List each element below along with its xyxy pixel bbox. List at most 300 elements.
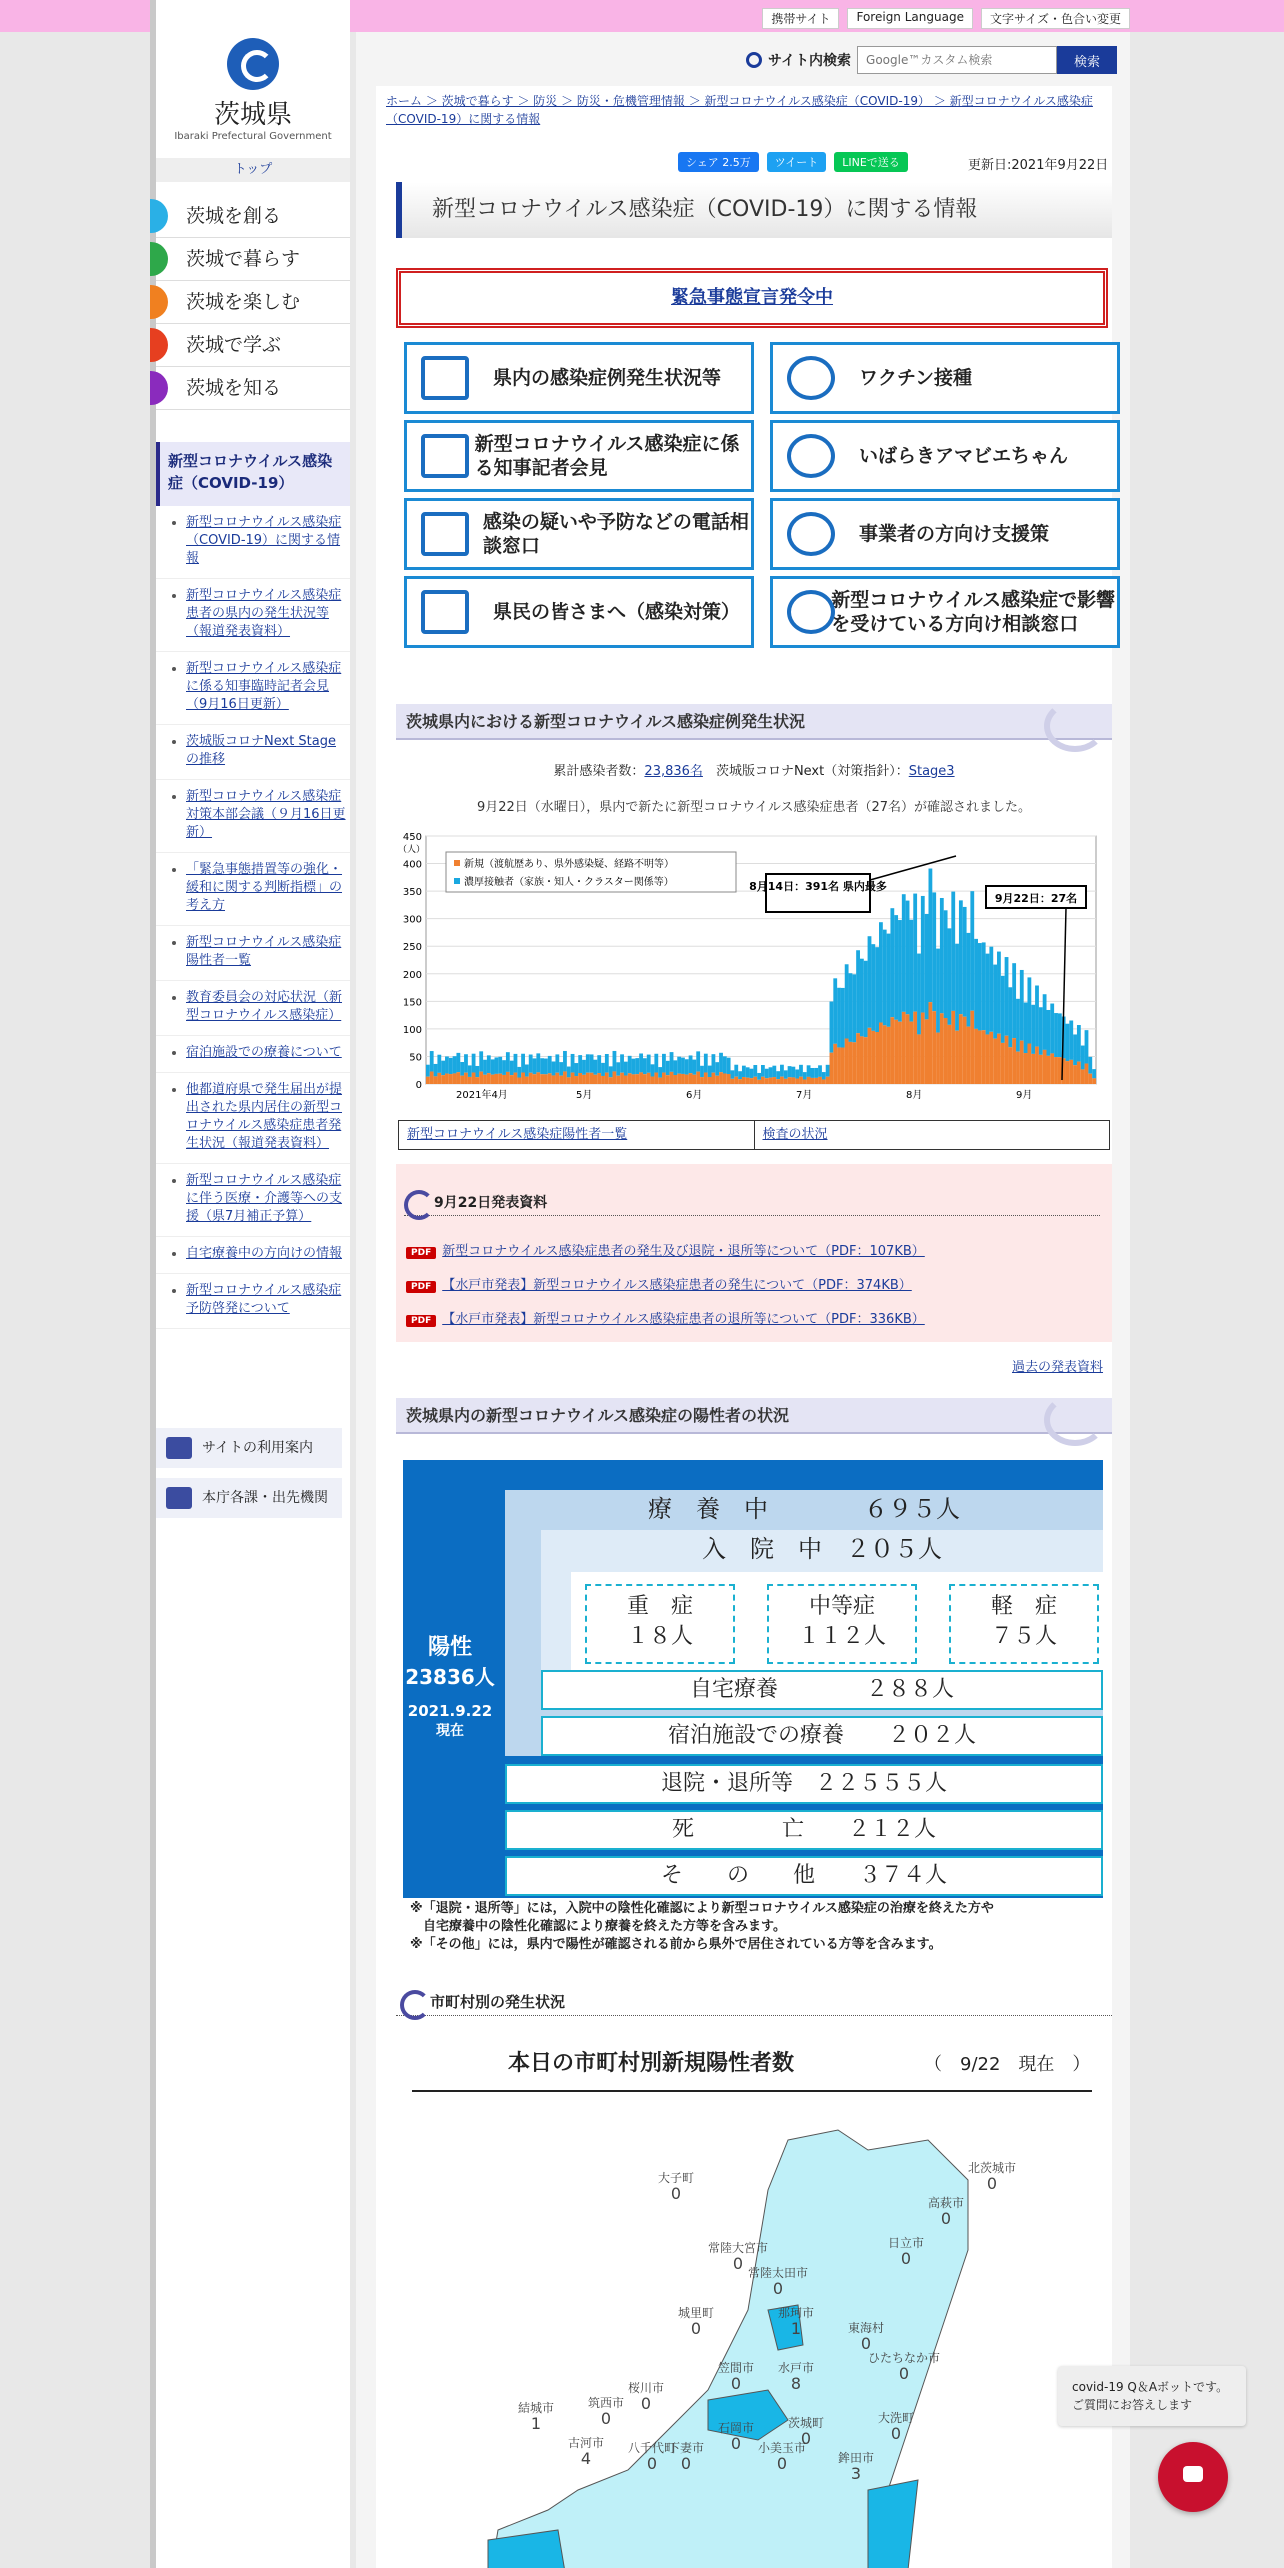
- text-size-color-link[interactable]: 文字サイズ・色合い変更: [981, 8, 1130, 29]
- chart-bar-new: [967, 1027, 971, 1084]
- chart-bar-new: [483, 1075, 487, 1084]
- foreign-language-link[interactable]: Foreign Language: [847, 8, 972, 29]
- chart-bar-contact: [1020, 970, 1024, 1041]
- chart-bar-contact: [704, 1054, 708, 1073]
- sidebar: [150, 0, 350, 2568]
- chart-bar-contact: [521, 1054, 525, 1073]
- chart-bar-contact: [582, 1060, 586, 1075]
- sidebar-covid-link[interactable]: 自宅療養中の方向けの情報: [186, 1246, 343, 1261]
- city-label: [518, 2400, 554, 2432]
- chart-xtick: 8月: [906, 1090, 923, 1101]
- city-label: [848, 2320, 884, 2352]
- site-guide-link[interactable]: [156, 1428, 342, 1468]
- nav-item-enjoy[interactable]: 茨城を楽しむ: [156, 281, 350, 324]
- pdf-icon: PDF: [406, 1281, 436, 1293]
- city-count: 1: [790, 2319, 802, 2338]
- sidebar-covid-item[interactable]: [156, 1245, 350, 1274]
- chart-bar-new: [475, 1077, 479, 1084]
- chart-bar-contact: [552, 1061, 556, 1075]
- stage-value[interactable]: Stage3: [908, 764, 955, 779]
- municipal-map: [408, 2030, 1108, 2568]
- sidebar-covid-list: [156, 514, 350, 1337]
- site-guide-label: サイトの利用案内: [202, 1440, 314, 1456]
- chart-bar-contact: [658, 1067, 662, 1077]
- tile-link[interactable]: [404, 420, 754, 492]
- nav-item-learn[interactable]: 茨城で学ぶ: [156, 324, 350, 367]
- tile-label: 新型コロナウイルス感染症で影響を受けている方向け相談窓口: [831, 589, 1116, 635]
- home-care-count: 自宅療養 ２８８人: [541, 1670, 1103, 1710]
- sidebar-covid-link[interactable]: 新型コロナウイルス感染症（COVID-19）に関する情報: [186, 515, 342, 566]
- chart-bar-new: [731, 1079, 735, 1084]
- podium-icon: [415, 428, 457, 484]
- chart-bar-new: [719, 1072, 723, 1084]
- chart-bar-new: [654, 1073, 658, 1084]
- share-buttons: [678, 152, 908, 172]
- chart-bar-new: [597, 1073, 601, 1084]
- facebook-share-button[interactable]: シェア 2.5万: [678, 152, 759, 172]
- hospitalized-count: 入 院 中 ２０５人: [702, 1535, 942, 1563]
- chart-bar-contact: [555, 1054, 559, 1072]
- chart-bar-contact: [959, 900, 963, 1014]
- chart-bar-contact: [742, 1066, 746, 1077]
- chart-bar-new: [514, 1073, 518, 1084]
- city-label: [838, 2450, 874, 2482]
- positive-list-link[interactable]: [399, 1121, 754, 1149]
- city-count: 0: [670, 2184, 682, 2203]
- sidebar-covid-item[interactable]: [156, 514, 350, 579]
- sidebar-covid-link[interactable]: 宿泊施設での療養について: [186, 1045, 342, 1060]
- city-count: 0: [860, 2334, 872, 2353]
- chart-bar-contact: [475, 1066, 479, 1077]
- chart-bar-new: [609, 1077, 613, 1084]
- city-name: 東海村: [848, 2321, 885, 2335]
- sidebar-covid-item[interactable]: [156, 1044, 350, 1073]
- chart-bar-new: [548, 1073, 552, 1084]
- chart-bar-new: [906, 1014, 910, 1084]
- chart-bar-new: [841, 1047, 845, 1084]
- chart-bar-contact: [670, 1052, 674, 1072]
- chart-bar-contact: [437, 1055, 441, 1073]
- chart-xtick: 6月: [686, 1090, 703, 1101]
- chart-bar-new: [826, 1077, 830, 1084]
- chart-bar-contact: [837, 988, 841, 1048]
- press-link[interactable]: 【水戸市発表】新型コロナウイルス感染症患者の退所等について（PDF：336KB）: [442, 1312, 925, 1327]
- tile-link[interactable]: [770, 342, 1120, 414]
- chart-bar-contact: [563, 1051, 567, 1071]
- sidebar-covid-link[interactable]: 教育委員会の対応状況（新型コロナウイルス感染症）: [186, 990, 343, 1023]
- press-item[interactable]: [406, 1308, 925, 1327]
- search-input[interactable]: [857, 46, 1057, 74]
- chatbot-bubble[interactable]: [1058, 2366, 1246, 2426]
- chart-bar-new: [658, 1078, 662, 1084]
- chart-bar-contact: [803, 1072, 807, 1079]
- sidebar-covid-item[interactable]: [156, 1172, 350, 1237]
- tile-label: 県民の皆さまへ（感染対策）: [493, 601, 741, 623]
- chart-bar-new: [445, 1074, 449, 1084]
- chart-bar-contact: [517, 1067, 521, 1078]
- chart-bar-new: [1020, 1041, 1024, 1084]
- tile-link[interactable]: [404, 576, 754, 648]
- past-press-link-text[interactable]: 過去の発表資料: [1012, 1360, 1104, 1375]
- hotel-care-count: 宿泊施設での療養 ２０２人: [541, 1716, 1103, 1756]
- nav-item-live[interactable]: 茨城で暮らす: [156, 238, 350, 281]
- chart-bar-new: [856, 1033, 860, 1084]
- chart-bar-contact: [860, 959, 864, 1037]
- line-share-button[interactable]: LINEで送る: [834, 152, 908, 172]
- chart-bar-contact: [856, 950, 860, 1033]
- chart-bar-contact: [761, 1065, 765, 1077]
- top-links: [762, 8, 1130, 29]
- chart-bar-contact: [776, 1071, 780, 1079]
- chart-bar-contact: [982, 942, 986, 1030]
- chart-bar-new: [1081, 1069, 1085, 1084]
- chart-bar-new: [453, 1073, 457, 1084]
- chart-bar-contact: [1031, 1005, 1035, 1054]
- chart-bar-contact: [586, 1054, 590, 1072]
- nav-item-create[interactable]: 茨城を創る: [156, 195, 350, 238]
- chart-bar-contact: [1073, 1034, 1077, 1065]
- chart-bar-contact: [780, 1065, 784, 1077]
- city-label: [718, 2360, 754, 2392]
- city-name: 日立市: [888, 2236, 925, 2250]
- logo[interactable]: [156, 38, 350, 142]
- annotation-last: 9月22日：27名: [994, 892, 1078, 905]
- chart-bar-new: [1016, 1052, 1020, 1084]
- chart-bar-contact: [468, 1065, 472, 1077]
- city-count: 0: [898, 2364, 910, 2383]
- sidebar-covid-heading: 新型コロナウイルス感染症（COVID-19）: [156, 442, 350, 506]
- city-name: 桜川市: [628, 2381, 665, 2395]
- chart-bar-contact: [529, 1055, 533, 1073]
- breadcrumb[interactable]: [386, 92, 1116, 128]
- chart-bar-contact: [841, 988, 845, 1048]
- chart-bar-new: [921, 1013, 925, 1084]
- chart-bar-contact: [426, 1065, 430, 1077]
- city-name: 北茨城市: [968, 2161, 1017, 2175]
- other-count: そ の 他 ３７４人: [505, 1856, 1103, 1896]
- chart-bar-contact: [708, 1066, 712, 1077]
- chart-bar-new: [456, 1072, 460, 1084]
- chart-bar-new: [1077, 1062, 1081, 1084]
- sidebar-covid-item[interactable]: [156, 660, 350, 725]
- chart-bar-contact: [449, 1058, 453, 1074]
- positive-list-link-text[interactable]: 新型コロナウイルス感染症陽性者一覧: [407, 1127, 628, 1142]
- chart-bar-new: [700, 1077, 704, 1084]
- sidebar-covid-link[interactable]: 「緊急事態措置等の強化・緩和に関する判断指標」の考え方: [186, 862, 343, 913]
- chart-bar-contact: [643, 1058, 647, 1074]
- city-count: 0: [772, 2279, 784, 2298]
- chart-bar-contact: [875, 947, 879, 1032]
- chart-bar-contact: [807, 1065, 811, 1077]
- chart-bar-contact: [479, 1051, 483, 1071]
- breadcrumb-links[interactable]: ホーム ＞ 茨城で暮らす ＞ 防災 ＞ 防災・危機管理情報 ＞ 新型コロナウイルス感染症（COVID-19） ＞ 新型コロナウイルス感染症（COVID-19）に関する情報: [386, 94, 1093, 126]
- mask-icon: [415, 584, 475, 640]
- tile-link[interactable]: [770, 576, 1120, 648]
- chart-bar-contact: [769, 1067, 773, 1077]
- tile-label: ワクチン接種: [859, 367, 973, 389]
- sidebar-covid-item[interactable]: [156, 1081, 350, 1164]
- sidebar-covid-item[interactable]: [156, 1282, 350, 1329]
- city-name: 八千代町: [628, 2441, 677, 2455]
- chart-bar-new: [1031, 1054, 1035, 1084]
- sidebar-covid-link[interactable]: 茨城版コロナNext Stageの推移: [186, 734, 336, 767]
- chart-bar-new: [521, 1073, 525, 1084]
- sidebar-covid-link[interactable]: 新型コロナウイルス感染症陽性者一覧: [186, 935, 342, 968]
- chart-bar-new: [1035, 1047, 1039, 1084]
- chart-bar-contact: [647, 1055, 651, 1073]
- chart-bar-contact: [784, 1070, 788, 1078]
- chart-bar-new: [948, 1025, 952, 1084]
- tile-label: 感染の疑いや予防などの電話相談窓口: [482, 511, 749, 557]
- press-link[interactable]: 【水戸市発表】新型コロナウイルス感染症患者の発生について（PDF：374KB）: [442, 1278, 912, 1293]
- chart-bar-contact: [1012, 963, 1016, 1038]
- tweet-button[interactable]: ツイート: [767, 152, 826, 172]
- chart-bar-new: [936, 1033, 940, 1084]
- search-button[interactable]: 検索: [1057, 46, 1117, 74]
- chart-bar-new: [807, 1077, 811, 1084]
- chart-bar-contact: [951, 892, 955, 1011]
- city-label: [658, 2170, 694, 2202]
- chart-bar-new: [929, 1002, 933, 1084]
- chart-icon: [415, 350, 475, 406]
- chart-bar-new: [780, 1077, 784, 1084]
- city-count: 1: [530, 2414, 542, 2433]
- chart-bar-contact: [906, 901, 910, 1015]
- chart-bar-new: [1008, 1047, 1012, 1084]
- chart-bar-new: [1092, 1078, 1096, 1084]
- amabie-icon: [781, 428, 841, 484]
- sidebar-covid-link[interactable]: 新型コロナウイルス感染症に係る知事臨時記者会見（9月16日更新）: [186, 661, 342, 712]
- city-name: 古河市: [568, 2436, 605, 2450]
- chart-bar-new: [632, 1074, 636, 1084]
- sidebar-covid-link[interactable]: 新型コロナウイルス感染症予防啓発について: [186, 1283, 342, 1316]
- chart-bar-new: [441, 1075, 445, 1084]
- legend-contact: 濃厚接触者（家族・知人・クラスター関係等）: [464, 877, 674, 888]
- chart-bar-contact: [970, 891, 974, 1011]
- chart-bar-contact: [590, 1054, 594, 1072]
- chart-bar-contact: [506, 1052, 510, 1072]
- note-line: ※「退院・退所等」には，入院中の陰性化確認により新型コロナウイルス感染症の治療を終えた方や: [410, 1901, 994, 1916]
- chart-bar-new: [540, 1074, 544, 1084]
- city-count: 0: [640, 2394, 652, 2413]
- chart-bar-new: [673, 1075, 677, 1084]
- chart-bar-contact: [498, 1057, 502, 1074]
- offices-link[interactable]: [156, 1478, 342, 1518]
- total-count[interactable]: 23,836名: [644, 764, 703, 779]
- case-chart: [396, 822, 1116, 1112]
- chart-bar-new: [449, 1074, 453, 1084]
- city-label: [928, 2195, 964, 2227]
- handshake-icon: [781, 506, 841, 562]
- chart-xtick: 2021年4月: [456, 1090, 508, 1101]
- section-heading-positive: 茨城県内の新型コロナウイルス感染症の陽性者の状況: [396, 1398, 1112, 1434]
- chart-bar-contact: [567, 1067, 571, 1078]
- legend-swatch-contact: [454, 878, 460, 884]
- chart-bar-new: [704, 1072, 708, 1084]
- past-press-link[interactable]: [1012, 1356, 1103, 1375]
- sidebar-covid-item[interactable]: [156, 788, 350, 853]
- chart-ytick: 350: [402, 887, 422, 899]
- chart-bar-contact: [997, 952, 1001, 1034]
- case-stats: [396, 760, 1112, 779]
- logo-english: Ibaraki Prefectural Government: [174, 131, 332, 142]
- emergency-banner[interactable]: [396, 268, 1108, 328]
- chart-bar-contact: [609, 1066, 613, 1077]
- chart-bar-new: [868, 1028, 872, 1084]
- chart-bar-contact: [689, 1055, 693, 1073]
- chart-bar-new: [970, 1011, 974, 1084]
- sidebar-covid-link[interactable]: 新型コロナウイルス感染症対策本部会議（９月16日更新）: [186, 789, 346, 840]
- chart-bar-new: [788, 1077, 792, 1084]
- city-count: 0: [732, 2254, 744, 2273]
- chart-bar-new: [574, 1076, 578, 1084]
- chart-bar-new: [845, 1039, 849, 1084]
- chart-bar-contact: [544, 1059, 548, 1075]
- chart-bar-contact: [788, 1066, 792, 1077]
- chart-bar-contact: [890, 908, 894, 1017]
- sidebar-covid-link[interactable]: 新型コロナウイルス感染症患者の県内の発生状況等（報道発表資料）: [186, 588, 342, 639]
- sidebar-covid-item[interactable]: [156, 861, 350, 926]
- city-count: 0: [600, 2409, 612, 2428]
- phone-icon: [415, 506, 465, 562]
- chart-bar-new: [647, 1073, 651, 1084]
- chart-bar-new: [437, 1073, 441, 1084]
- press-item[interactable]: [406, 1274, 912, 1293]
- sidebar-covid-link[interactable]: 新型コロナウイルス感染症に伴う医療・介護等への支援（県7月補正予算）: [186, 1173, 343, 1224]
- chart-bar-new: [830, 1053, 834, 1084]
- deaths-count: 死 亡 ２１２人: [505, 1810, 1103, 1850]
- tile-link[interactable]: [770, 498, 1120, 570]
- chart-bar-new: [1039, 1055, 1043, 1084]
- testing-link[interactable]: [754, 1121, 1110, 1149]
- page-title: 新型コロナウイルス感染症（COVID-19）に関する情報: [396, 182, 1112, 238]
- chart-bar-new: [677, 1074, 681, 1084]
- chat-open-button[interactable]: [1158, 2442, 1228, 2512]
- offices-label: 本庁各課・出先機関: [202, 1490, 328, 1506]
- chart-ytick: 400: [402, 859, 422, 871]
- chart-bar-new: [978, 1030, 982, 1084]
- chart-bar-new: [917, 1034, 921, 1084]
- tile-link[interactable]: [404, 498, 754, 570]
- chart-bar-new: [765, 1078, 769, 1084]
- chart-bar-new: [799, 1077, 803, 1084]
- chart-bar-contact: [757, 1073, 761, 1080]
- chart-bar-new: [1027, 1043, 1031, 1084]
- city-name: 下妻市: [668, 2441, 705, 2455]
- note-line: ※「その他」には，県内で陽性が確認される前から県外で居住されている方等を含みます。: [410, 1937, 942, 1952]
- chart-bar-new: [552, 1075, 556, 1084]
- chart-bar-contact: [989, 947, 993, 1032]
- city-name: 城里町: [678, 2306, 715, 2320]
- chart-bar-contact: [925, 914, 929, 1019]
- chart-bar-new: [913, 1012, 917, 1084]
- top-link[interactable]: トップ: [156, 158, 350, 182]
- chart-bar-new: [902, 1012, 906, 1084]
- sidebar-covid-link[interactable]: 他都道府県で発生届出が提出された県内居住の新型コロナウイルス感染症患者発生状況（報道発表資料）: [186, 1082, 343, 1151]
- mild-box: [949, 1584, 1099, 1664]
- chart-bar-contact: [967, 933, 971, 1027]
- tile-link[interactable]: [404, 342, 754, 414]
- chart-bar-new: [951, 1011, 955, 1084]
- chart-bar-new: [959, 1014, 963, 1084]
- chart-bar-contact: [677, 1057, 681, 1074]
- sidebar-covid-item[interactable]: [156, 587, 350, 652]
- city-label: [718, 2420, 754, 2452]
- sidebar-covid-item[interactable]: [156, 934, 350, 981]
- city-name: ひたちなか市: [868, 2351, 941, 2365]
- press-item[interactable]: [406, 1240, 925, 1259]
- chart-bar-contact: [1047, 1010, 1051, 1056]
- chart-bar-new: [727, 1074, 731, 1084]
- chart-bar-new: [533, 1074, 537, 1084]
- nav-item-know[interactable]: 茨城を知る: [156, 367, 350, 410]
- sidebar-covid-item[interactable]: [156, 733, 350, 780]
- chart-bar-new: [887, 1027, 891, 1084]
- chart-bar-new: [993, 1039, 997, 1084]
- press-link[interactable]: 新型コロナウイルス感染症患者の発生及び退院・退所等について（PDF：107KB）: [442, 1244, 925, 1259]
- chart-bar-new: [502, 1075, 506, 1084]
- chart-bar-contact: [1088, 1057, 1092, 1074]
- press-heading: 9月22日発表資料: [404, 1192, 1100, 1216]
- discharged-count: 退院・退所等 ２２５５５人: [505, 1764, 1103, 1804]
- chart-bar-contact: [883, 930, 887, 1026]
- chart-bar-contact: [605, 1054, 609, 1073]
- city-label: [568, 2435, 604, 2467]
- chart-bar-contact: [635, 1058, 639, 1074]
- severe-count: １８人: [626, 1624, 693, 1649]
- city-count: 8: [790, 2374, 802, 2393]
- chart-bar-new: [803, 1079, 807, 1084]
- chart-bar-new: [567, 1077, 571, 1084]
- mobile-site-link[interactable]: 携帯サイト: [762, 8, 839, 29]
- positive-date-suffix: 現在: [436, 1723, 464, 1739]
- chart-bar-new: [628, 1073, 632, 1084]
- chart-ytick: 100: [402, 1024, 422, 1036]
- chart-bar-contact: [814, 1068, 818, 1078]
- logo-text: 茨城県: [213, 100, 292, 130]
- main-nav: [156, 195, 350, 410]
- city-name: 鉾田市: [838, 2451, 875, 2465]
- chart-bar-new: [753, 1077, 757, 1084]
- positive-notes: [410, 1900, 1110, 1954]
- chart-bar-contact: [1001, 976, 1005, 1043]
- vaccine-icon: [781, 350, 841, 406]
- chart-bar-contact: [624, 1062, 628, 1076]
- sidebar-covid-item[interactable]: [156, 989, 350, 1036]
- chart-bar-new: [784, 1079, 788, 1084]
- chart-bar-contact: [456, 1053, 460, 1072]
- testing-link-text[interactable]: 検査の状況: [762, 1127, 828, 1142]
- chart-bar-new: [852, 1042, 856, 1084]
- chart-bar-contact: [727, 1058, 731, 1074]
- annotation-peak: 8月14日：391名 県内最多: [749, 880, 887, 893]
- chat-line: ご質問にお答えします: [1072, 2398, 1193, 2412]
- chart-bar-contact: [799, 1065, 803, 1077]
- city-count: 0: [776, 2454, 788, 2473]
- severe-label: 重 症: [626, 1594, 693, 1619]
- city-name: 高萩市: [928, 2196, 965, 2210]
- emergency-link[interactable]: 緊急事態宣言発令中: [671, 287, 833, 308]
- tile-link[interactable]: [770, 420, 1120, 492]
- chart-bar-new: [1001, 1043, 1005, 1084]
- chart-bar-contact: [632, 1059, 636, 1075]
- chart-bar-new: [510, 1075, 514, 1084]
- mild-count: ７５人: [990, 1624, 1057, 1649]
- chart-bar-new: [613, 1071, 617, 1084]
- chart-bar-contact: [849, 973, 853, 1042]
- chart-ytick: 250: [402, 942, 422, 954]
- chart-bar-new: [559, 1076, 563, 1084]
